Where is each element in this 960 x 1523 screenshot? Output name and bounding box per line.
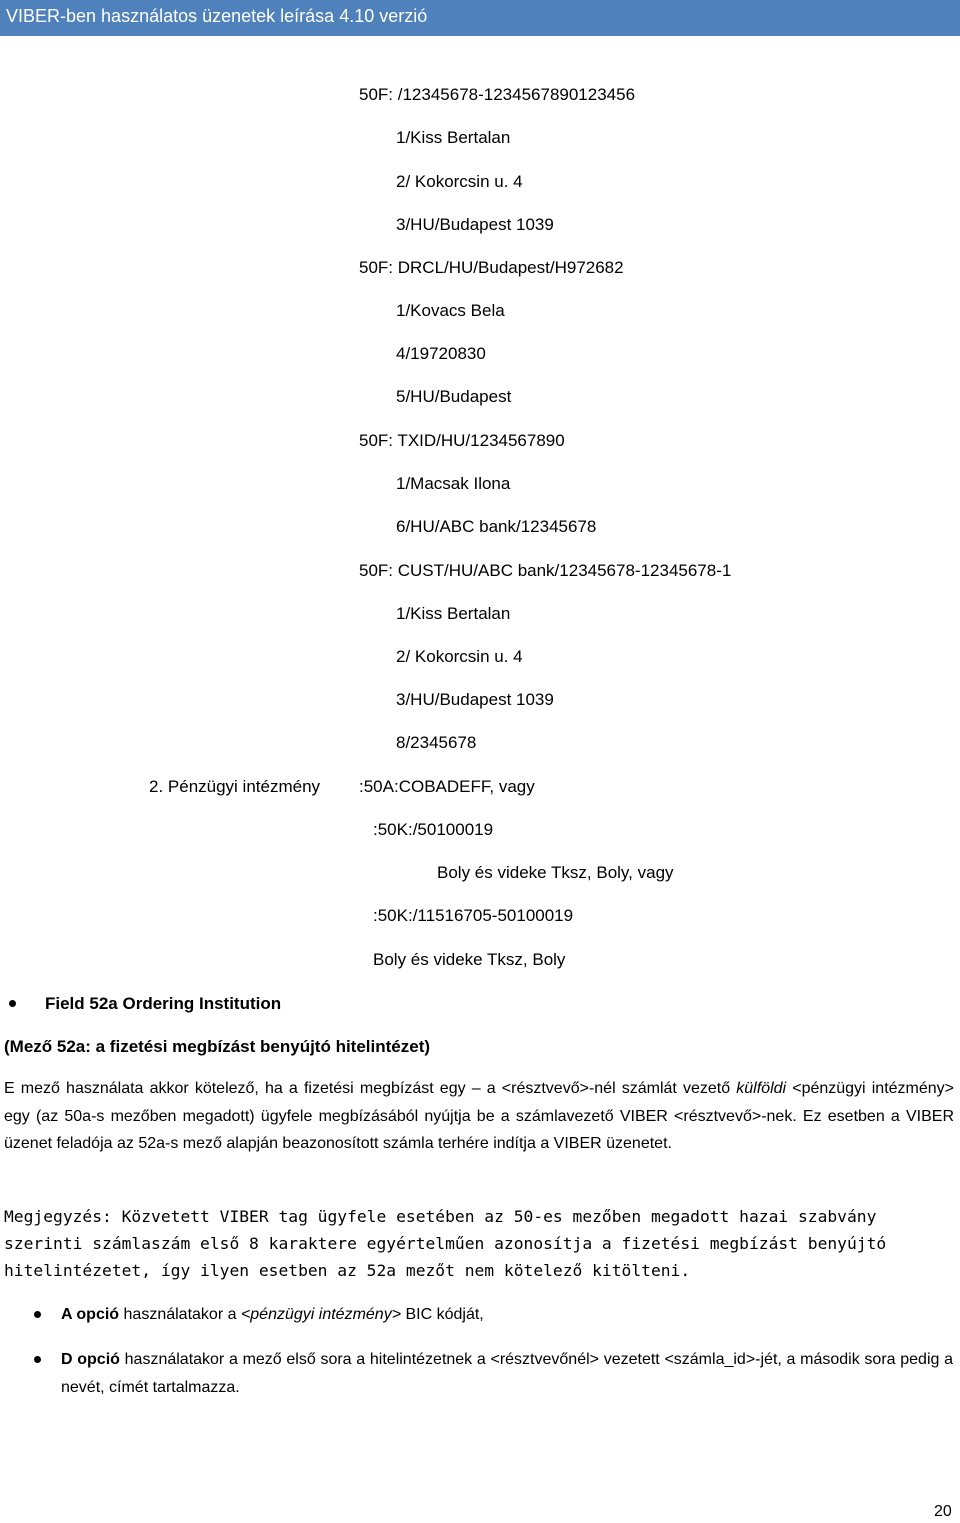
example-line: 1/Kovacs Bela (396, 301, 505, 320)
institution-line: Boly és videke Tksz, Boly (373, 950, 566, 969)
institution-label: 2. Pénzügyi intézmény (149, 777, 321, 796)
example-line: 50F: /12345678-1234567890123456 (359, 85, 636, 104)
description-text: E mező használata akkor kötelező, ha a fizetési megbízást egy – a <résztvevő>-nél számlát vezető (4, 1080, 737, 1097)
option-a (61, 1301, 953, 1329)
bullet-icon (34, 1311, 41, 1318)
example-line: 4/19720830 (396, 344, 486, 363)
option-text: BIC kódját, (401, 1306, 484, 1323)
example-line: 2/ Kokorcsin u. 4 (396, 647, 523, 666)
example-line: 2/ Kokorcsin u. 4 (396, 172, 523, 191)
example-line: 3/HU/Budapest 1039 (396, 690, 554, 709)
example-line: 50F: CUST/HU/ABC bank/12345678-12345678-1 (359, 561, 732, 580)
option-label: D opció (61, 1351, 120, 1368)
description-paragraph (4, 1075, 954, 1158)
example-line: 6/HU/ABC bank/12345678 (396, 517, 597, 536)
description-text: <pénzügyi intézmény> egy (az 50a-s mezőben megadott) ügyfele megbízásából nyújtja be a számlavezető VIBER <résztvevő>-nek. Ez esetben a VIBER üzenet feladója az 52a-s mező alapján beazonosított számla terhére indítja a VIBER üzenetet. (4, 1080, 955, 1152)
option-emphasis: <pénzügyi intézmény> (240, 1306, 402, 1323)
field-title: Field 52a Ordering Institution (45, 994, 282, 1013)
option-text: használatakor a (119, 1306, 241, 1323)
page-number: 20 (934, 1503, 952, 1520)
option-d (61, 1346, 953, 1402)
example-line: 8/2345678 (396, 733, 477, 752)
bullet-icon (34, 1356, 41, 1363)
header-bar (0, 0, 960, 36)
example-line: 1/Kiss Bertalan (396, 128, 511, 147)
example-line: 3/HU/Budapest 1039 (396, 215, 554, 234)
institution-line: :50K:/11516705-50100019 (373, 906, 574, 925)
option-label: A opció (61, 1306, 120, 1323)
field-subtitle: (Mező 52a: a fizetési megbízást benyújtó hitelintézet) (4, 1037, 431, 1056)
example-line: 5/HU/Budapest (396, 387, 512, 406)
institution-line: Boly és videke Tksz, Boly, vagy (437, 863, 674, 882)
example-line: 50F: TXID/HU/1234567890 (359, 431, 565, 450)
institution-line: :50A:COBADEFF, vagy (359, 777, 535, 796)
example-line: 1/Kiss Bertalan (396, 604, 511, 623)
note-paragraph: Megjegyzés: Közvetett VIBER tag ügyfele esetében az 50-es mezőben megadott hazai szabvány szerinti számlaszám első 8 karaktere egyértelműen azonosítja a fizetési megbízást benyújtó hitelintézetet, így ilyen esetben az 52a mezőt nem kötelező kitölteni. (4, 1207, 887, 1280)
example-line: 1/Macsak Ilona (396, 474, 511, 493)
option-text: használatakor a mező első sora a hitelintézetnek a <résztvevőnél> vezetett <számla_id>-jét, a második sora pedig a nevét, címét tartalmazza. (61, 1351, 954, 1396)
example-line: 50F: DRCL/HU/Budapest/H972682 (359, 258, 624, 277)
bullet-icon (9, 1000, 16, 1007)
description-emphasis: külföldi (736, 1080, 787, 1097)
institution-line: :50K:/50100019 (373, 820, 494, 839)
document-title: VIBER-ben használatos üzenetek leírása 4.10 verzió (6, 6, 428, 26)
